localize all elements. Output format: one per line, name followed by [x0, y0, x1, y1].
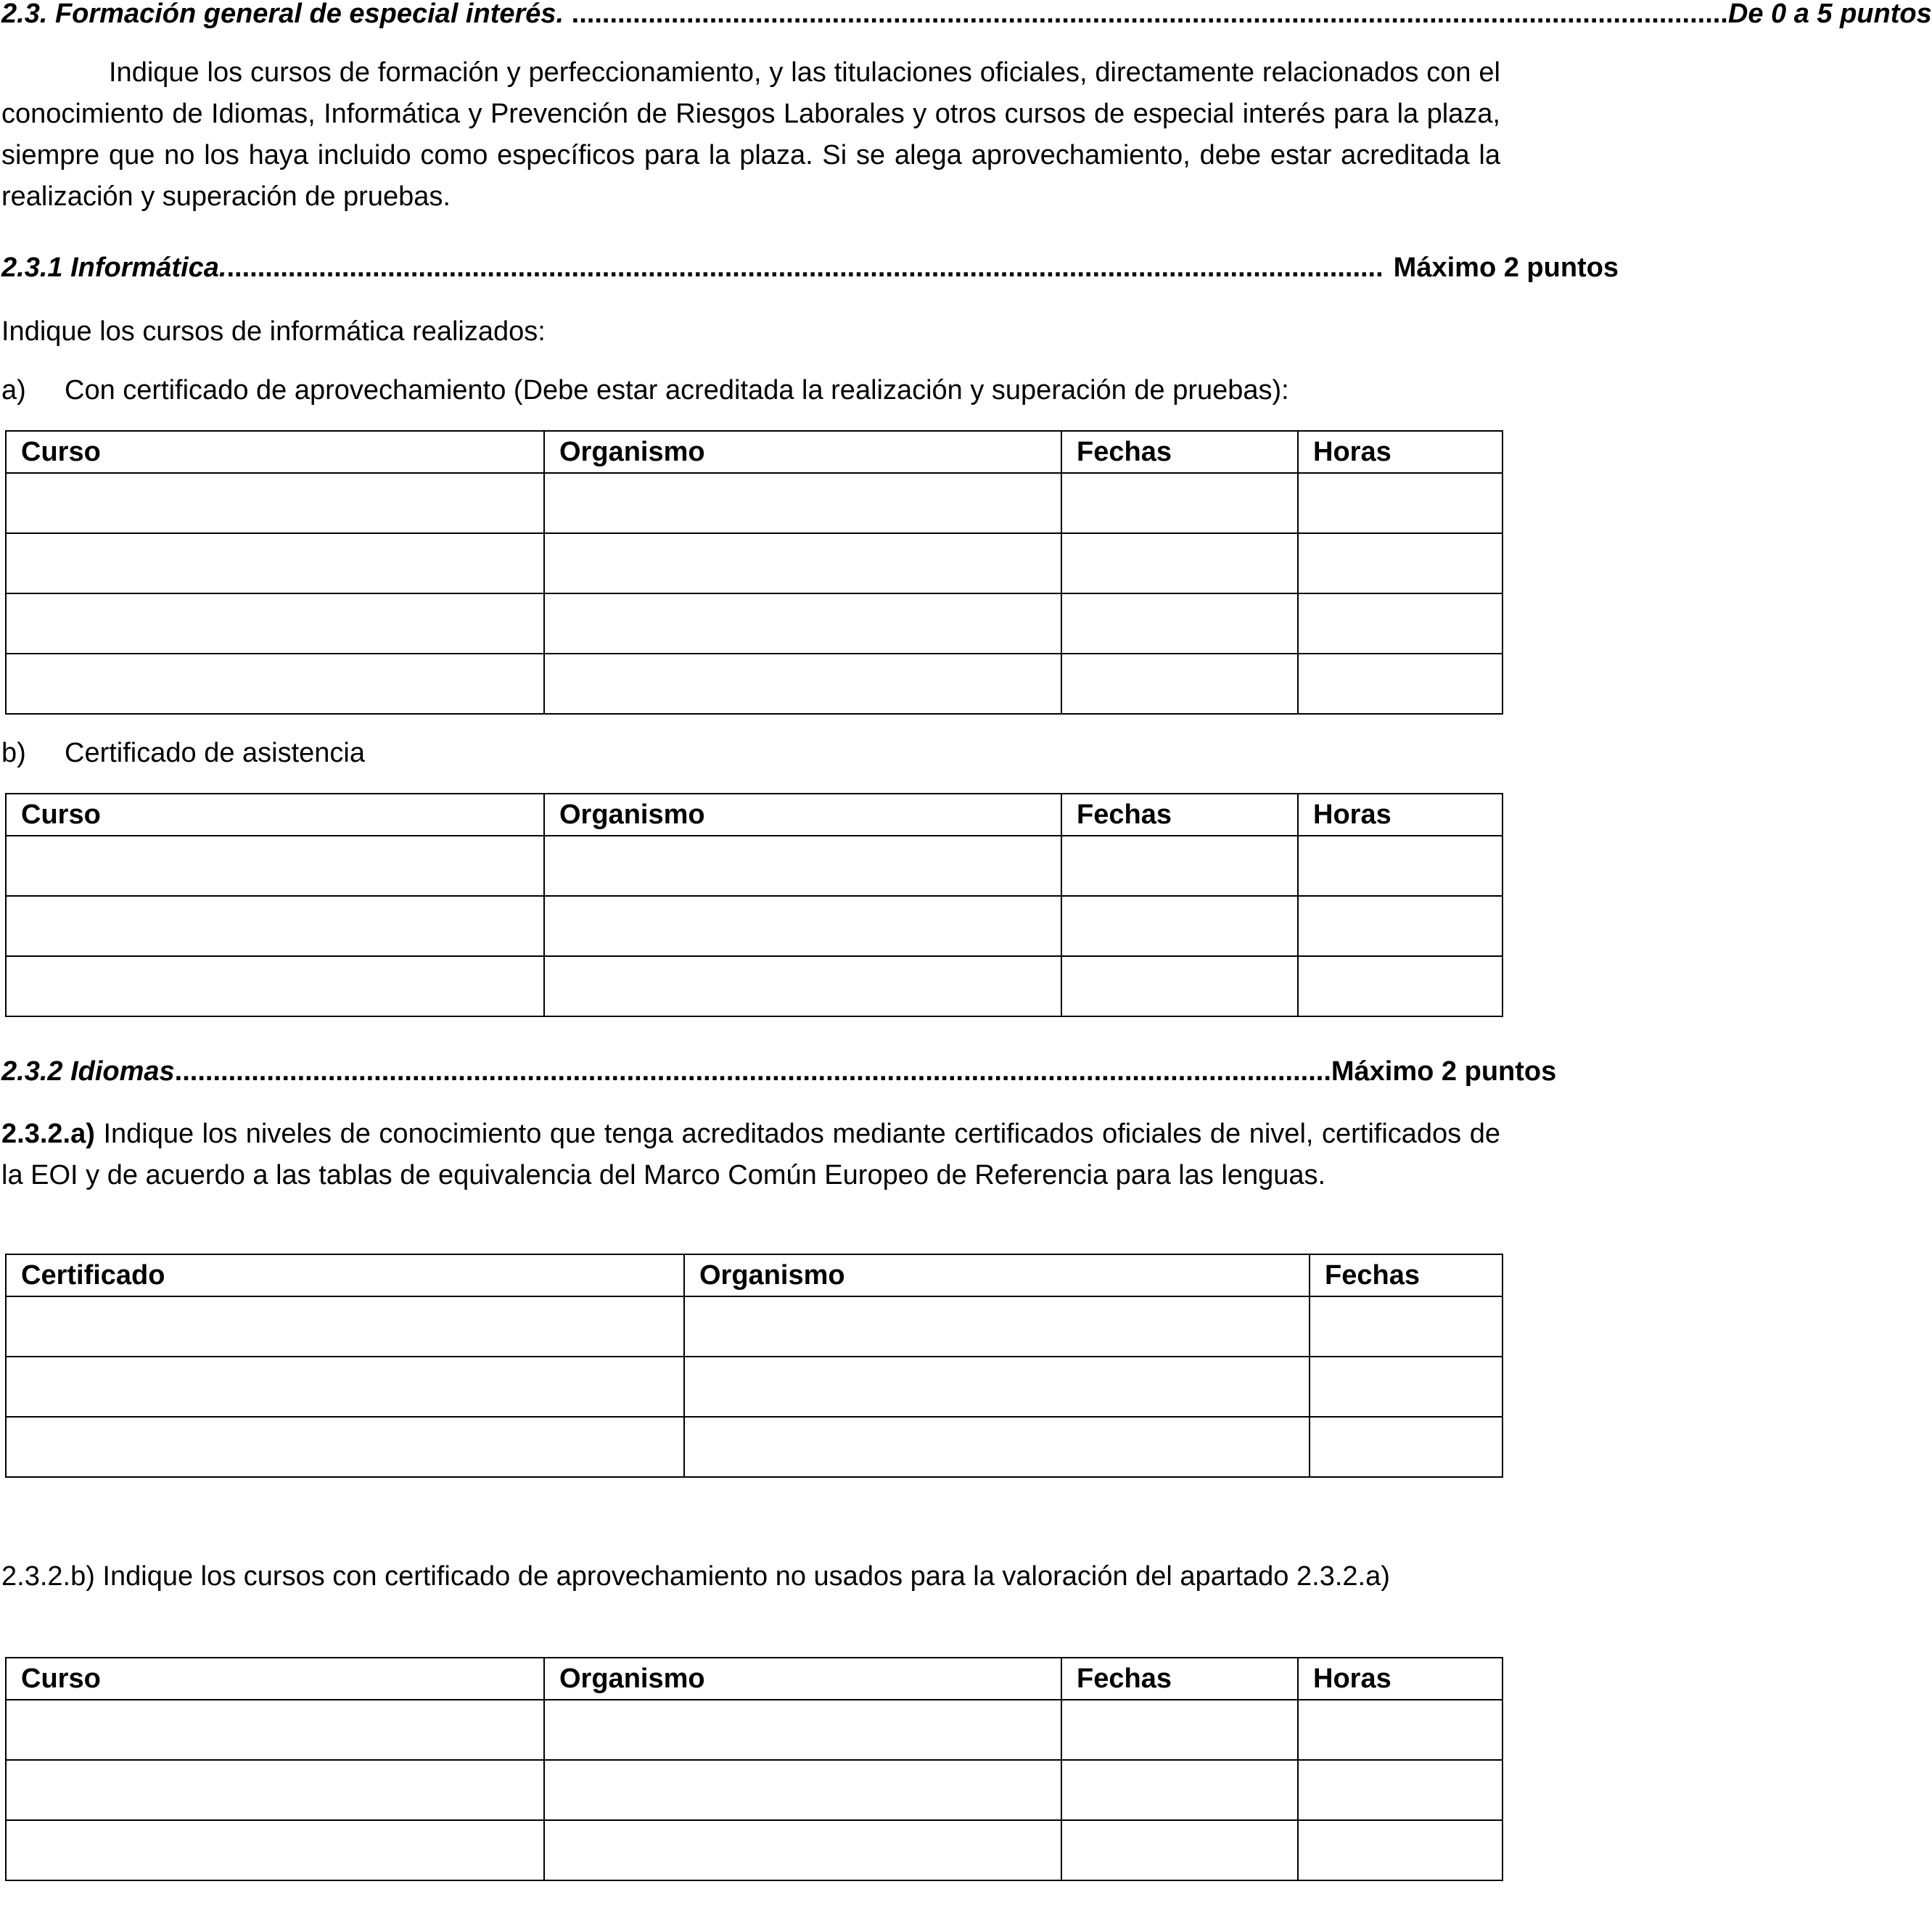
cell-organismo[interactable]	[544, 1760, 1061, 1820]
section-2-3-2-title: 2.3.2 Idiomas	[1, 1056, 175, 1087]
table-row	[6, 956, 1503, 1016]
cell-curso[interactable]	[6, 593, 544, 654]
table-header-row	[6, 1254, 1503, 1296]
cell-fechas[interactable]	[1061, 1820, 1298, 1880]
cell-horas[interactable]	[1298, 1700, 1503, 1760]
table-row	[6, 1760, 1503, 1820]
table-row	[6, 473, 1503, 533]
column-header-fechas: Fechas	[1061, 1658, 1298, 1700]
section-2-3-1-score: Máximo 2 puntos	[1393, 252, 1619, 283]
cell-curso[interactable]	[6, 956, 544, 1016]
section-2-3-2-a-paragraph	[1, 1114, 1500, 1196]
table-row	[6, 896, 1503, 956]
column-header-curso: Curso	[6, 431, 544, 473]
cell-organismo[interactable]	[544, 473, 1061, 533]
column-header-organismo: Organismo	[544, 794, 1061, 836]
column-header-organismo: Organismo	[684, 1254, 1310, 1296]
cell-fechas[interactable]	[1061, 593, 1298, 654]
table-row	[6, 533, 1503, 593]
cell-fechas[interactable]	[1061, 836, 1298, 896]
column-header-fechas: Fechas	[1310, 1254, 1503, 1296]
column-header-horas: Horas	[1298, 794, 1503, 836]
dot-leader: .......................................................................................................................................................	[564, 0, 1728, 29]
cell-horas[interactable]	[1298, 1760, 1503, 1820]
table-row	[6, 836, 1503, 896]
cell-organismo[interactable]	[684, 1357, 1310, 1417]
cell-fechas[interactable]	[1310, 1296, 1503, 1357]
cell-fechas[interactable]	[1310, 1357, 1503, 1417]
column-header-fechas: Fechas	[1061, 431, 1298, 473]
cell-organismo[interactable]	[544, 896, 1061, 956]
cell-organismo[interactable]	[544, 593, 1061, 654]
section-2-3-2-b-paragraph: 2.3.2.b) Indique los cursos con certificado de aprovechamiento no usados para la valoración del apartado 2.3.2.a)	[1, 1561, 1390, 1592]
section-2-3-title: 2.3. Formación general de especial interés.	[1, 0, 564, 29]
table-header-row	[6, 794, 1503, 836]
table-informatica-asistencia	[5, 793, 1503, 1017]
cell-organismo[interactable]	[544, 1820, 1061, 1880]
column-header-organismo: Organismo	[544, 1658, 1061, 1700]
section-2-3-1-title: 2.3.1 Informática.	[1, 252, 227, 283]
section-2-3-2-score: Máximo 2 puntos	[1331, 1056, 1557, 1087]
cell-curso[interactable]	[6, 836, 544, 896]
cell-certificado[interactable]	[6, 1296, 684, 1357]
cell-organismo[interactable]	[544, 533, 1061, 593]
column-header-horas: Horas	[1298, 1658, 1503, 1700]
table-idiomas-cursos	[5, 1657, 1503, 1881]
table-idiomas-certificados	[5, 1254, 1503, 1478]
table-row	[6, 1700, 1503, 1760]
cell-horas[interactable]	[1298, 1820, 1503, 1880]
table-row	[6, 654, 1503, 714]
cell-curso[interactable]	[6, 896, 544, 956]
column-header-curso: Curso	[6, 794, 544, 836]
informatica-intro: Indique los cursos de informática realizados:	[1, 316, 546, 347]
table-row	[6, 1820, 1503, 1880]
section-2-3-1-heading	[1, 252, 1619, 286]
cell-horas[interactable]	[1298, 836, 1503, 896]
table-informatica-aprovechamiento	[5, 430, 1503, 715]
item-a-letter: a)	[1, 375, 26, 406]
cell-fechas[interactable]	[1061, 1760, 1298, 1820]
table-row	[6, 1296, 1503, 1357]
item-a-text: Con certificado de aprovechamiento (Debe estar acreditada la realización y superación de pruebas):	[65, 375, 1289, 406]
column-header-certificado: Certificado	[6, 1254, 684, 1296]
table-row	[6, 593, 1503, 654]
section-2-3-paragraph: Indique los cursos de formación y perfeccionamiento, y las titulaciones oficiales, directamente relacionados con el conocimiento de Idiomas, Informática y Prevención de Riesgos Laborales y otros cursos de especial interés para la plaza, siempre que no los haya incluido como específicos para la plaza. Si se alega aprovechamiento, debe estar acreditada la realización y superación de pruebas.	[1, 57, 1500, 212]
cell-horas[interactable]	[1298, 654, 1503, 714]
cell-organismo[interactable]	[684, 1296, 1310, 1357]
cell-fechas[interactable]	[1061, 533, 1298, 593]
cell-organismo[interactable]	[544, 836, 1061, 896]
column-header-horas: Horas	[1298, 431, 1503, 473]
cell-curso[interactable]	[6, 473, 544, 533]
section-2-3-heading	[1, 0, 1932, 32]
cell-fechas[interactable]	[1061, 473, 1298, 533]
cell-organismo[interactable]	[544, 956, 1061, 1016]
cell-curso[interactable]	[6, 1820, 544, 1880]
cell-certificado[interactable]	[6, 1417, 684, 1477]
table-header-row	[6, 1658, 1503, 1700]
cell-fechas[interactable]	[1061, 896, 1298, 956]
section-2-3-2-a-text: Indique los niveles de conocimiento que tenga acreditados mediante certificados oficiales de nivel, certificados de la EOI y de acuerdo a las tablas de equivalencia del Marco Común Europeo de Referencia para las lenguas.	[1, 1119, 1500, 1190]
cell-fechas[interactable]	[1061, 956, 1298, 1016]
section-2-3-2-a-label: 2.3.2.a)	[1, 1119, 95, 1149]
cell-curso[interactable]	[6, 1700, 544, 1760]
dot-leader: .......................................................................................................................................................	[174, 1056, 1331, 1087]
cell-organismo[interactable]	[544, 1700, 1061, 1760]
table-header-row	[6, 431, 1503, 473]
cell-horas[interactable]	[1298, 896, 1503, 956]
cell-fechas[interactable]	[1310, 1417, 1503, 1477]
column-header-organismo: Organismo	[544, 431, 1061, 473]
section-2-3-2-heading	[1, 1056, 1557, 1090]
cell-horas[interactable]	[1298, 956, 1503, 1016]
section-2-3-score: De 0 a 5 puntos	[1727, 0, 1932, 29]
item-b-letter: b)	[1, 738, 26, 768]
cell-organismo[interactable]	[684, 1417, 1310, 1477]
table-row	[6, 1417, 1503, 1477]
cell-curso[interactable]	[6, 1760, 544, 1820]
dot-leader: .......................................................................................................................................................	[226, 252, 1384, 283]
item-b-text: Certificado de asistencia	[65, 738, 365, 768]
table-row	[6, 1357, 1503, 1417]
cell-horas[interactable]	[1298, 593, 1503, 654]
cell-curso[interactable]	[6, 533, 544, 593]
cell-organismo[interactable]	[544, 654, 1061, 714]
cell-horas[interactable]	[1298, 473, 1503, 533]
cell-certificado[interactable]	[6, 1357, 684, 1417]
cell-curso[interactable]	[6, 654, 544, 714]
column-header-fechas: Fechas	[1061, 794, 1298, 836]
cell-fechas[interactable]	[1061, 654, 1298, 714]
cell-fechas[interactable]	[1061, 1700, 1298, 1760]
cell-horas[interactable]	[1298, 533, 1503, 593]
column-header-curso: Curso	[6, 1658, 544, 1700]
